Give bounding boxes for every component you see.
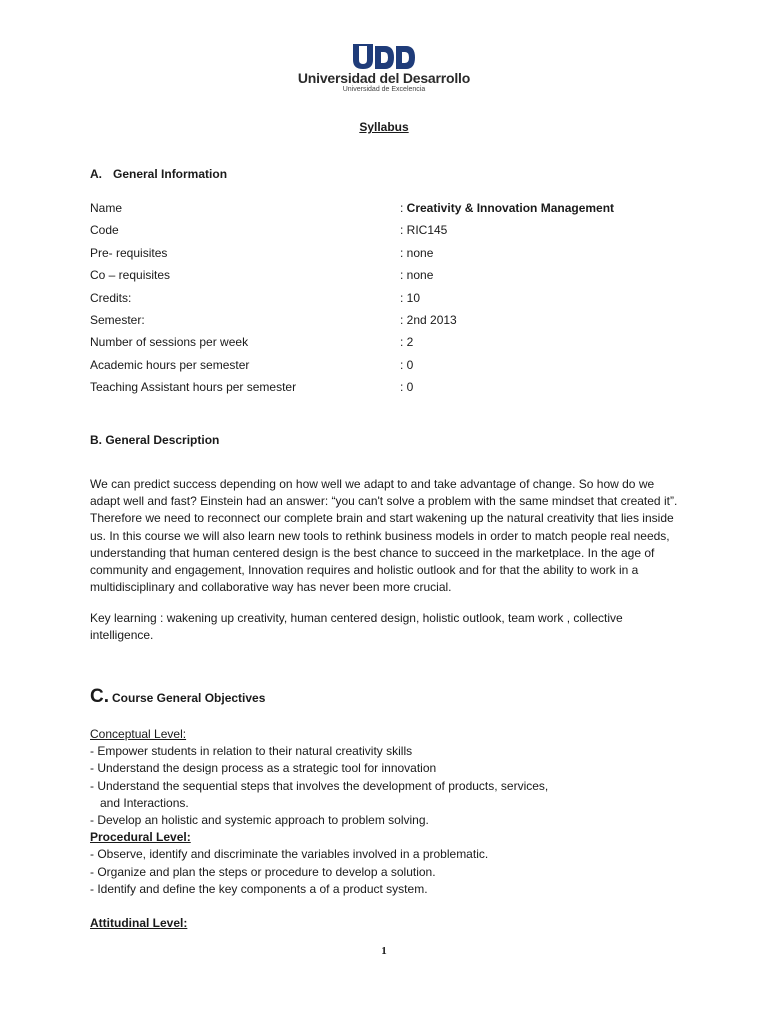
info-row-academic-hours bbox=[90, 358, 690, 380]
info-value: : RIC145 bbox=[400, 223, 448, 238]
list-item: - Understand the sequential steps that involves the development of products, services, bbox=[90, 778, 549, 793]
info-row-name bbox=[90, 201, 690, 223]
list-item: - Observe, identify and discriminate the variables involved in a problematic. bbox=[90, 847, 489, 862]
section-c-title: Course General Objectives bbox=[112, 691, 266, 705]
section-c-letter: C. bbox=[90, 686, 109, 707]
university-tagline: Universidad de Excelencia bbox=[342, 86, 426, 93]
info-label: Academic hours per semester bbox=[90, 357, 250, 372]
procedural-level-label: Procedural Level: bbox=[90, 830, 191, 845]
info-row-prerequisites bbox=[90, 246, 690, 268]
info-label: Co – requisites bbox=[90, 268, 171, 283]
info-value: : Creativity & Innovation Management bbox=[400, 201, 615, 215]
objectives-list bbox=[90, 726, 690, 932]
info-row-corequisites bbox=[90, 268, 690, 290]
page-number: 1 bbox=[381, 945, 387, 957]
info-value: : 0 bbox=[400, 380, 414, 395]
general-info-table bbox=[90, 201, 690, 403]
section-c-heading bbox=[90, 686, 265, 708]
section-b-heading: B. General Description bbox=[90, 433, 220, 447]
udd-logo-icon bbox=[351, 44, 417, 70]
info-label: Credits: bbox=[90, 290, 132, 305]
info-value: : 10 bbox=[400, 290, 421, 305]
section-a-heading bbox=[90, 167, 227, 181]
section-a-title: General Information bbox=[113, 167, 228, 181]
list-item: - Organize and plan the steps or procedure to develop a solution. bbox=[90, 864, 436, 879]
list-item: - Empower students in relation to their natural creativity skills bbox=[90, 744, 413, 759]
university-logo bbox=[0, 44, 768, 93]
key-learning-paragraph: Key learning : wakening up creativity, human centered design, holistic outlook, team work , collective intelligence. bbox=[90, 611, 623, 643]
info-value: : 0 bbox=[400, 357, 414, 372]
general-description-paragraph: We can predict success depending on how well we adapt to and take advantage of change. So how do we adapt well and fast? Einstein had an answer: “you can't solve a problem with the same mindset that created it”. Therefore we need to reconnect our complete brain and start wakening up the natural creativity that lies inside us. In this course we will also learn new tools to rethink business models in order to match people real needs, understanding that human centered design is the best chance to succeed in the marketplace. In the age of community and engagement, Innovation requires and holistic outlook and for that the ability to work in a multidisciplinary and collaborative way has never been more crucial. bbox=[90, 477, 678, 595]
course-name: Creativity & Innovation Management bbox=[406, 201, 615, 215]
attitudinal-level-label: Attitudinal Level: bbox=[90, 916, 188, 931]
list-item: and Interactions. bbox=[100, 795, 189, 810]
university-name: Universidad del Desarrollo bbox=[297, 70, 471, 86]
info-value: : none bbox=[400, 245, 434, 260]
info-value: : 2 bbox=[400, 335, 414, 350]
list-item: - Identify and define the key components a of a product system. bbox=[90, 881, 428, 896]
info-label: Code bbox=[90, 223, 119, 238]
info-label: Semester: bbox=[90, 312, 145, 327]
info-label: Number of sessions per week bbox=[90, 335, 249, 350]
list-item: - Develop an holistic and systemic approach to problem solving. bbox=[90, 813, 429, 828]
document-title: Syllabus bbox=[359, 120, 409, 134]
list-item: - Understand the design process as a strategic tool for innovation bbox=[90, 761, 437, 776]
conceptual-level-label: Conceptual Level: bbox=[90, 727, 187, 741]
info-value: : none bbox=[400, 268, 434, 283]
info-row-code bbox=[90, 223, 690, 245]
section-a-letter: A. bbox=[90, 167, 102, 181]
info-value: : 2nd 2013 bbox=[400, 312, 457, 327]
info-row-sessions bbox=[90, 335, 690, 357]
info-row-ta-hours bbox=[90, 380, 690, 402]
info-row-credits bbox=[90, 291, 690, 313]
info-label: Name bbox=[90, 201, 123, 215]
info-row-semester bbox=[90, 313, 690, 335]
info-label: Pre- requisites bbox=[90, 245, 168, 260]
info-label: Teaching Assistant hours per semester bbox=[90, 380, 297, 395]
